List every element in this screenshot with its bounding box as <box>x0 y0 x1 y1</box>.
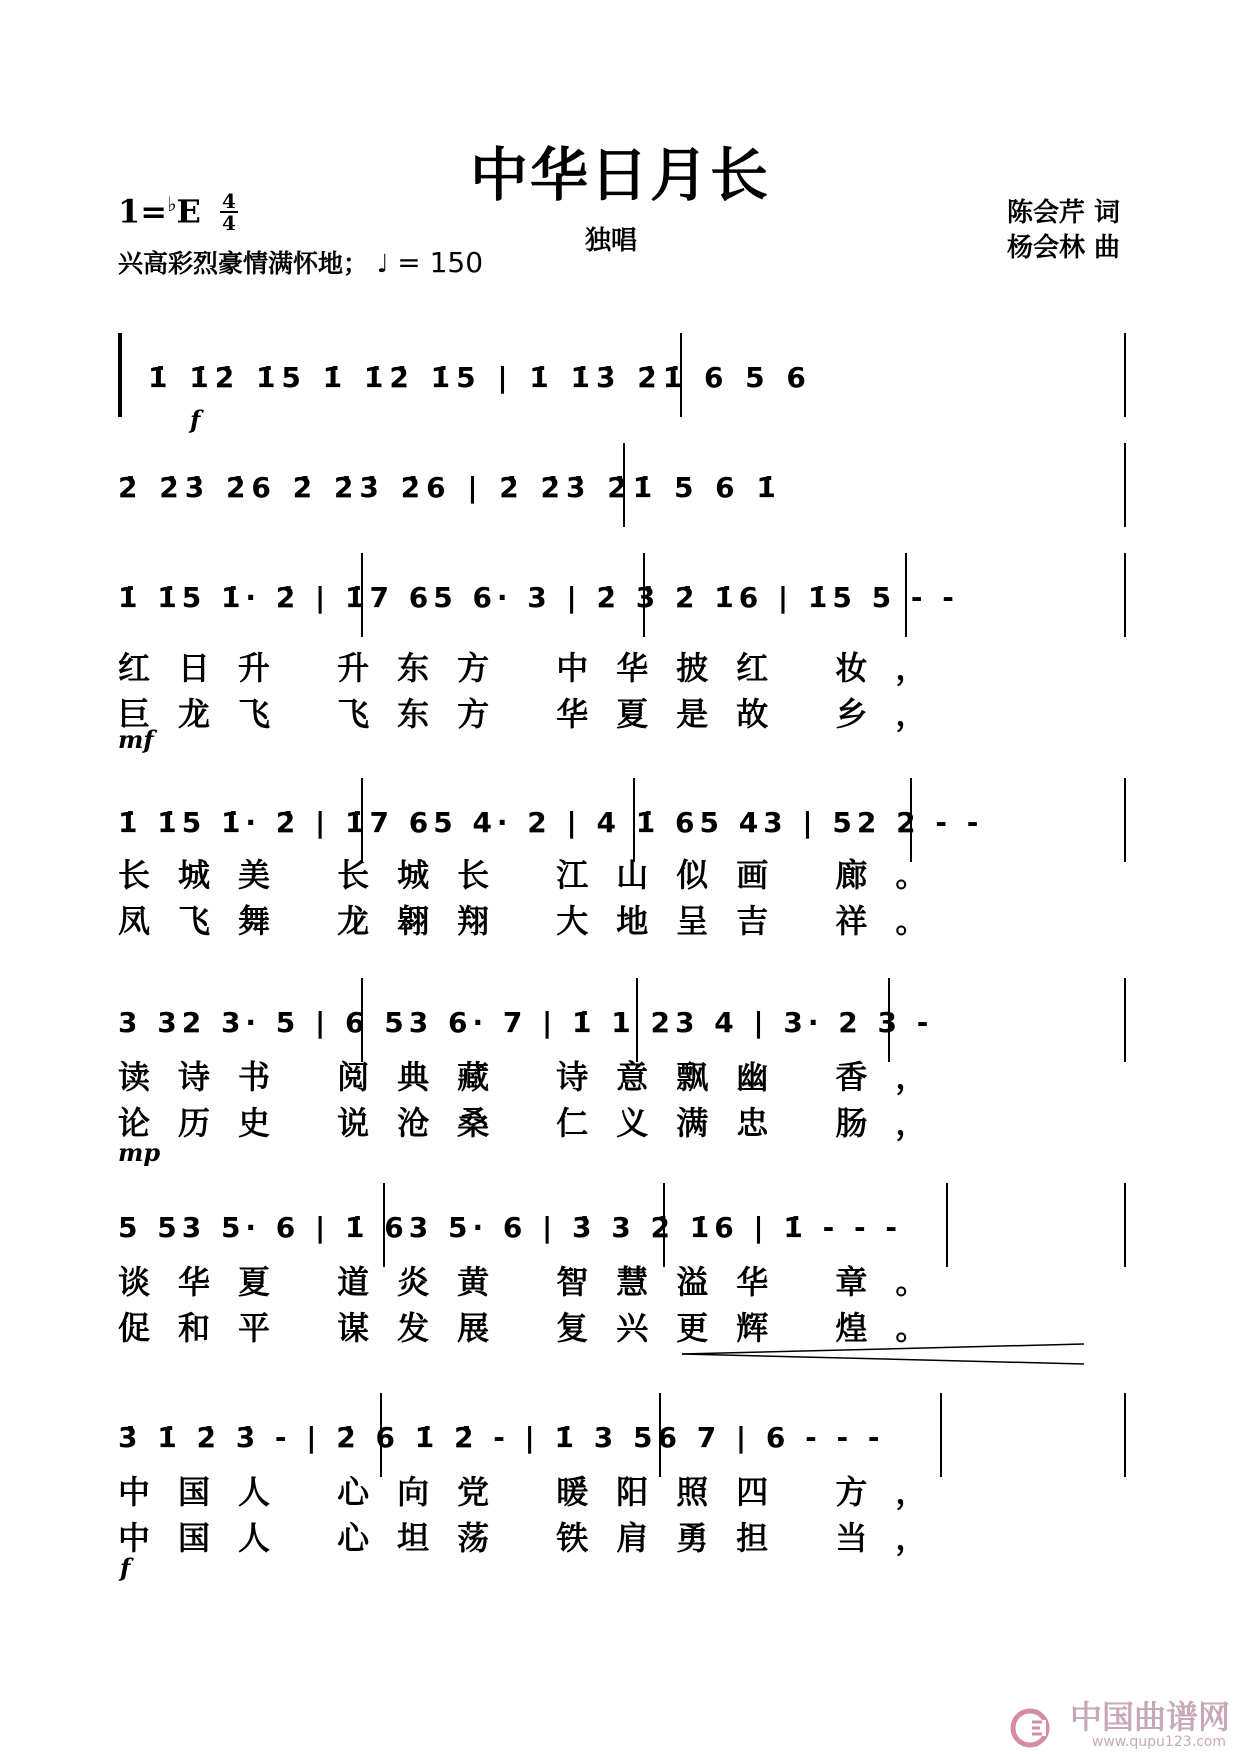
lyrics-verse-2: 巨龙飞 飞东方 华夏是故 乡， <box>118 695 956 733</box>
lyrics-verse-1: 红日升 升东方 中华披红 妆， <box>118 649 956 687</box>
lyricist-credit: 陈会芹 词 <box>1006 198 1120 228</box>
notation-line: 1̇ 1̇2̇ 1̇5 1̇ 1̇2̇ 1̇5 | 1̇ 1̇3̇ 2̇1̇ 6 5 6 <box>148 361 812 394</box>
flat-sign: ♭ <box>167 192 177 216</box>
key-prefix: 1= <box>118 192 168 231</box>
notation-line: 3̇ 1̇ 2̇ 3̇ - | 2̇ 6 1̇ 2̇ - | 1̇ 3 56 7 | 6 - - - <box>118 1421 885 1454</box>
dynamic-mark: f <box>120 1553 131 1582</box>
performance-type: 独唱 <box>585 226 638 256</box>
watermark-brand: 中国曲谱网 <box>1069 1698 1230 1736</box>
lyrics-verse-2: 凤飞舞 龙翱翔 大地呈吉 祥。 <box>118 902 956 940</box>
song-title: 中华日月长 <box>469 141 770 209</box>
dynamic-mark: mp <box>118 1138 161 1167</box>
time-top: 4 <box>222 189 236 213</box>
lyrics-verse-1: 谈华夏 道炎黄 智慧溢华 章。 <box>118 1263 956 1301</box>
key-signature <box>118 192 201 231</box>
lyrics-verse-1: 读诗书 阅典藏 诗意飘幽 香， <box>118 1058 956 1096</box>
dynamic-mark: f <box>190 405 201 434</box>
notation-line: 2̇ 2̇3̇ 2̇6 2̇ 2̇3̇ 2̇6 | 2̇ 2̇3̇ 2̇1̇ 5 6 1̇ <box>118 471 782 504</box>
lyrics-verse-2: 论历史 说沧桑 仁义满忠 肠， <box>118 1104 956 1142</box>
notation-line: 1̇ 1̇5 1̇· 2̇ | 1̇7 65 4· 2 | 4 1̇ 65 43 | 52 2 - - <box>118 806 984 839</box>
tempo-text: 兴高彩烈豪情满怀地； <box>118 249 369 278</box>
key-note: E <box>176 192 201 231</box>
composer-credit: 杨会林 曲 <box>1006 233 1120 263</box>
notation-line: 1̇ 1̇5 1̇· 2̇ | 1̇7 65 6· 3 | 2̇ 3̇ 2̇ 1̇6 | 1̇5 5 - - <box>118 581 959 614</box>
brand-logo-icon <box>1010 1708 1050 1748</box>
watermark-url: www.qupu123.com <box>1091 1734 1226 1750</box>
quarter-note-icon: ♩ <box>376 249 389 278</box>
lyrics-verse-1: 长城美 长城长 江山似画 廊。 <box>118 856 956 894</box>
lyrics-verse-2: 促和平 谋发展 复兴更辉 煌。 <box>118 1309 956 1347</box>
lyrics-verse-2: 中国人 心坦荡 铁肩勇担 当， <box>118 1519 956 1557</box>
tempo-value: = 150 <box>397 246 484 279</box>
crescendo-hairpin <box>682 1342 1084 1366</box>
lyrics-verse-1: 中国人 心向党 暖阳照四 方， <box>118 1473 956 1511</box>
time-signature <box>220 189 238 235</box>
dynamic-mark: mf <box>118 725 154 754</box>
time-bottom: 4 <box>222 211 236 235</box>
notation-line: 5 53 5· 6 | 1̇ 63 5· 6 | 3̇ 3 2̇ 1̇6 | 1̇ - - - <box>118 1211 902 1244</box>
tempo-marking <box>118 244 483 280</box>
notation-line: 3 32 3· 5 | 6 53 6· 7 | 1̇ 1 23 4 | 3· 2 3 - <box>118 1006 934 1039</box>
